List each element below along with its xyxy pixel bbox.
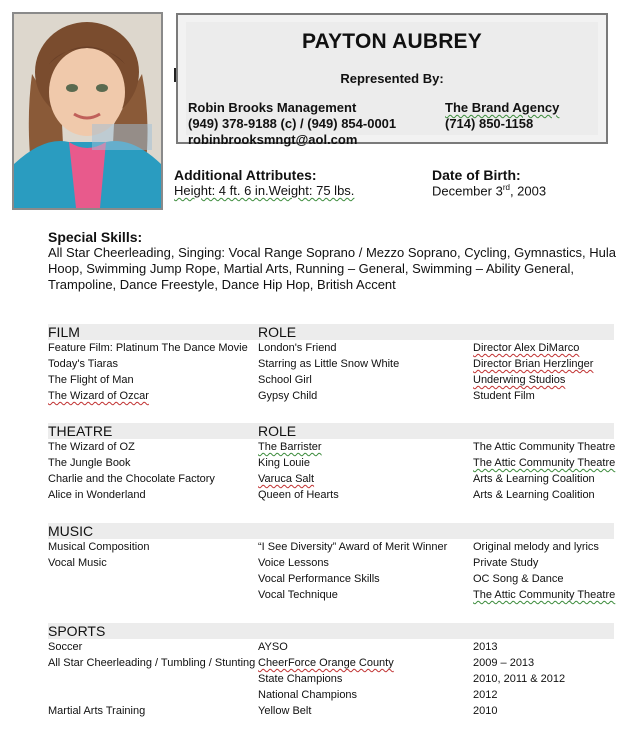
theatre-header: [48, 423, 614, 439]
table-row: Alice in Wonderland Queen of Hearts Arts & Learning Coalition: [48, 489, 595, 501]
agent1-name: Robin Brooks Management: [188, 100, 357, 115]
table-row: Feature Film: Platinum The Dance Movie London's Friend Director Alex DiMarco: [48, 342, 580, 354]
music-section: [48, 523, 614, 603]
film-section: [48, 324, 614, 404]
film-header: [48, 324, 614, 340]
table-row: Musical Composition “I See Diversity” Award of Merit Winner Original melody and lyrics: [48, 541, 599, 553]
represented-by-label: Represented By:: [340, 71, 444, 86]
theatre-heading: THEATRE: [48, 423, 113, 439]
agent2-phone: (714) 850-1158: [445, 116, 534, 131]
headshot-photo: [12, 12, 163, 210]
headshot-illustration: [14, 14, 161, 208]
dob-label: Date of Birth:: [432, 167, 521, 183]
sports-section: [48, 623, 614, 719]
special-skills: [48, 229, 628, 293]
agent2-name: The Brand Agency: [445, 100, 560, 115]
sports-heading: SPORTS: [48, 623, 106, 639]
table-row: National Champions 2012: [258, 689, 498, 701]
film-role-heading: ROLE: [258, 324, 297, 340]
skills-label: Special Skills:: [48, 229, 143, 245]
skills-text: All Star Cheerleading, Singing: Vocal Range Soprano / Mezzo Soprano, Cycling, Gymnastics, Hula Hoop, Swimming Jump Rope, Martial Arts, Running – General, Swimming – Ability General, Trampoline, Dance Freestyle, Dance Hip Hop, British Accent: [48, 245, 616, 292]
agent1-email: robinbrooksmngt@aol.com: [188, 132, 358, 147]
table-row: All Star Cheerleading / Tumbling / Stunting CheerForce Orange County 2009 – 2013: [48, 657, 535, 669]
table-row: Martial Arts Training Yellow Belt 2010: [48, 705, 498, 717]
attributes-value: Height: 4 ft. 6 in.Weight: 75 lbs.: [174, 183, 355, 198]
theatre-role-heading: ROLE: [258, 423, 297, 439]
table-row: Vocal Technique The Attic Community Theatre: [258, 589, 616, 601]
theatre-section: [48, 423, 614, 503]
dob-value: December 3rd, 2003: [432, 183, 547, 199]
actor-name: PAYTON AUBREY: [302, 30, 482, 53]
table-row: The Wizard of Ozcar Gypsy Child Student Film: [48, 390, 535, 402]
attributes-block: [174, 167, 354, 198]
attributes-label: Additional Attributes:: [174, 167, 317, 183]
music-header: [48, 523, 614, 539]
table-row: Soccer AYSO 2013: [48, 641, 498, 653]
table-row: Charlie and the Chocolate Factory Varuca Salt Arts & Learning Coalition: [48, 473, 595, 485]
music-heading: MUSIC: [48, 523, 94, 539]
header-inner: [186, 22, 598, 147]
table-row: The Flight of Man School Girl Underwing Studios: [48, 374, 566, 386]
dob-block: [432, 167, 546, 198]
sports-header: [48, 623, 614, 639]
table-row: Today's Tiaras Starring as Little Snow White Director Brian Herzlinger: [48, 358, 594, 370]
table-row: The Jungle Book King Louie The Attic Community Theatre: [48, 457, 616, 469]
table-row: Vocal Music Voice Lessons Private Study: [48, 557, 539, 569]
table-row: Vocal Performance Skills OC Song & Dance: [258, 573, 564, 585]
table-row: The Wizard of OZ The Barrister The Attic Community Theatre: [48, 441, 616, 453]
film-heading: FILM: [48, 324, 80, 340]
table-row: State Champions 2010, 2011 & 2012: [258, 673, 566, 685]
agent-agency: [445, 100, 559, 132]
agent1-phone: (949) 378-9188 (c) / (949) 854-0001: [188, 116, 397, 131]
header-box: [176, 13, 608, 147]
agent-management: [188, 100, 396, 148]
